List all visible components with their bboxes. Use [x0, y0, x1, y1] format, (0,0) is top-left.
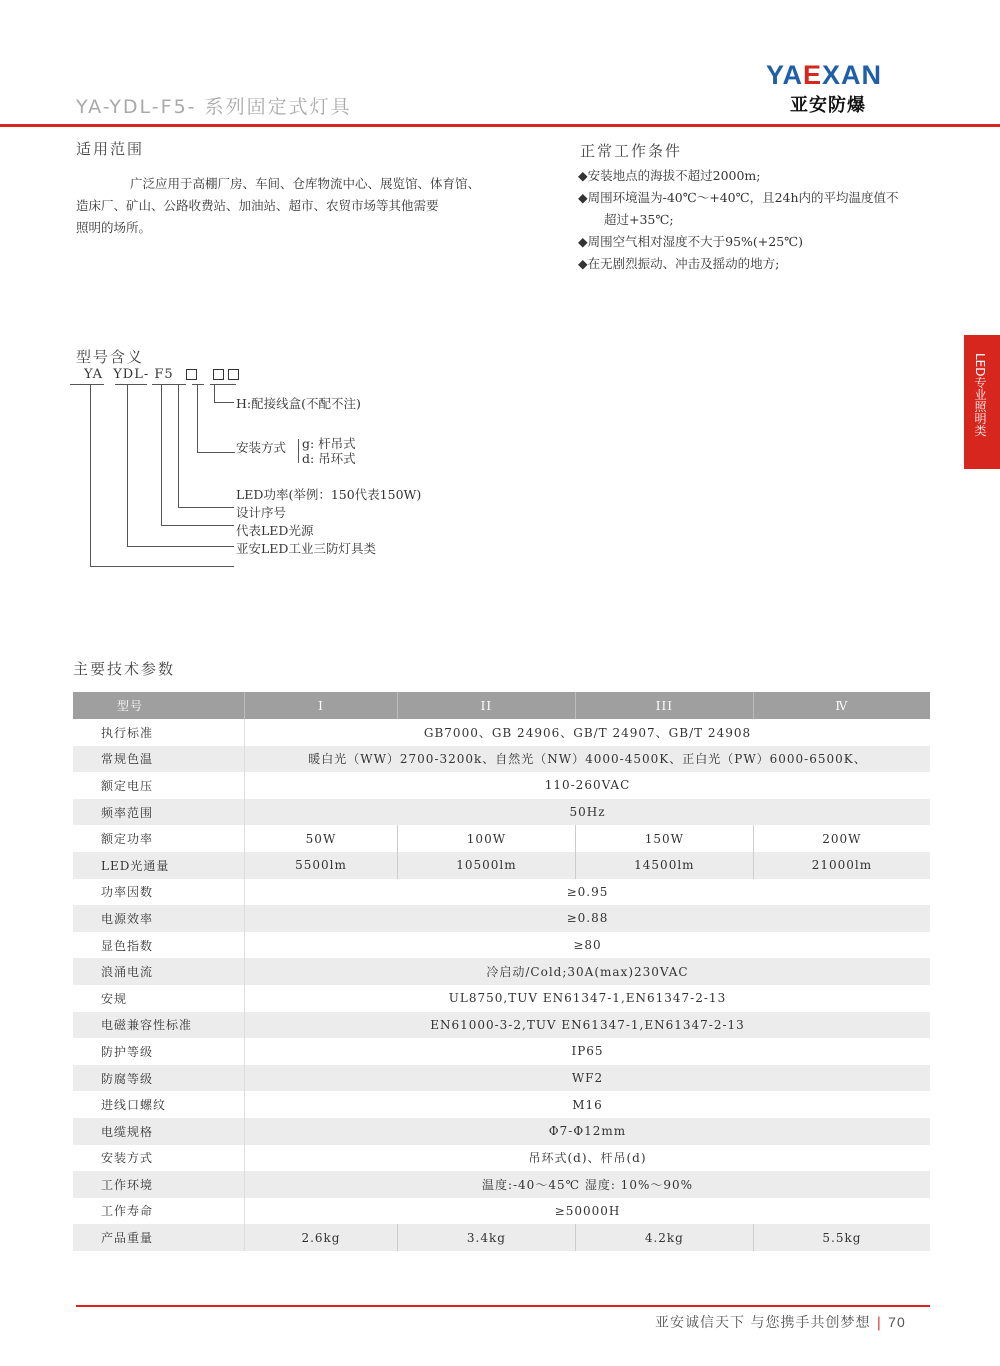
conditions-list — [578, 165, 899, 275]
code-box-icon — [186, 369, 197, 380]
label-junction-box: H:配接线盒(不配不注) — [236, 396, 361, 411]
param-name-cell: 工作寿命 — [101, 1204, 154, 1219]
scope-line: 造床厂、矿山、公路收费站、加油站、超市、农贸市场等其他需要 — [76, 198, 439, 213]
header-cell: 型号 — [73, 692, 245, 719]
conditions-heading: 正常工作条件 — [580, 142, 683, 160]
side-tab-label: LED专业照明类 — [973, 353, 987, 437]
param-value-cell: 5500lm — [245, 852, 398, 879]
table-header-row — [73, 692, 930, 719]
leader-line — [161, 384, 162, 525]
model-code-text: YA YDL- F5 — [84, 367, 174, 382]
param-value-cell: ≥80 — [245, 932, 931, 959]
table-row — [73, 852, 930, 879]
footer-separator: | — [876, 1315, 883, 1331]
table-row — [73, 985, 930, 1012]
page-title: YA-YDL-F5- 系列固定式灯具 — [76, 96, 352, 118]
param-value-cell: 200W — [753, 825, 930, 852]
param-value-cell: GB7000、GB 24906、GB/T 24907、GB/T 24908 — [245, 719, 931, 746]
leader-line — [214, 402, 234, 403]
param-value-cell: 10500lm — [397, 852, 575, 879]
table-row — [73, 746, 930, 773]
scope-line: 照明的场所。 — [76, 220, 152, 235]
table-row — [73, 799, 930, 826]
footer — [655, 1312, 906, 1332]
param-value-cell: Φ7-Φ12mm — [245, 1118, 931, 1145]
specs-table — [73, 692, 930, 1251]
code-box-icon — [228, 369, 239, 380]
code-underline — [192, 384, 204, 385]
param-name-cell: 安规 — [101, 991, 128, 1006]
param-name-cell: 进线口螺纹 — [101, 1098, 167, 1113]
code-underline — [152, 384, 186, 385]
header-divider — [0, 124, 1000, 127]
table-row — [73, 1224, 930, 1251]
param-value-cell: 冷启动/Cold;30A(max)230VAC — [245, 958, 931, 985]
logo-text-right: XAN — [822, 60, 883, 90]
label-led-source: 代表LED光源 — [236, 523, 314, 538]
scope-heading: 适用范围 — [76, 140, 145, 158]
table-row — [73, 1065, 930, 1092]
logo-text-mid: E — [803, 60, 823, 90]
logo-text-left: YA — [766, 60, 804, 90]
brand-logo-cn: 亚安防爆 — [790, 95, 866, 116]
table-row — [73, 1012, 930, 1039]
leader-line — [127, 384, 128, 546]
param-value-cell: 3.4kg — [397, 1224, 575, 1251]
param-value-cell: 2.6kg — [245, 1224, 398, 1251]
brand-logo — [766, 60, 882, 91]
table-row — [73, 1091, 930, 1118]
param-value-cell: WF2 — [245, 1065, 931, 1092]
condition-item: ◆在无剧烈振动、冲击及摇动的地方; — [578, 256, 780, 271]
param-value-cell: 50W — [245, 825, 398, 852]
param-value-cell: UL8750,TUV EN61347-1,EN61347-2-13 — [245, 985, 931, 1012]
param-value-cell: M16 — [245, 1091, 931, 1118]
label-install-g: g: 杆吊式 — [302, 436, 356, 451]
code-box-icon — [213, 369, 224, 380]
param-value-cell: 温度:-40～45℃ 湿度: 10%～90% — [245, 1171, 931, 1198]
leader-line — [161, 525, 234, 526]
header-cell: I — [245, 692, 398, 719]
header-cell: II — [397, 692, 575, 719]
leader-line — [127, 546, 234, 547]
page-number: 70 — [888, 1314, 906, 1330]
param-name-cell: 浪涌电流 — [73, 958, 245, 985]
param-value-cell: 21000lm — [753, 852, 930, 879]
param-name-cell: 安装方式 — [101, 1151, 154, 1166]
leader-line — [197, 384, 198, 452]
specs-table-body — [73, 719, 930, 1251]
table-row — [73, 905, 930, 932]
param-name-cell: 产品重量 — [73, 1224, 245, 1251]
param-value-cell: ≥0.88 — [245, 905, 931, 932]
specs-heading: 主要技术参数 — [73, 660, 176, 678]
scope-text — [76, 173, 480, 239]
param-value-cell: IP65 — [245, 1038, 931, 1065]
condition-item: ◆周围环境温为-40℃～+40℃，且24h内的平均温度值不 — [578, 190, 899, 205]
scope-line: 广泛应用于高棚厂房、车间、仓库物流中心、展览馆、体育馆、 — [130, 176, 481, 191]
param-value-cell: 14500lm — [575, 852, 753, 879]
param-name-cell: 显色指数 — [101, 938, 154, 953]
label-install-d: d: 吊环式 — [302, 451, 356, 466]
leader-line — [90, 566, 234, 567]
leader-line — [214, 384, 215, 402]
param-name-cell: 额定功率 — [101, 832, 154, 847]
param-value-cell: 150W — [575, 825, 753, 852]
table-row — [73, 1145, 930, 1172]
param-name-cell: 功率因数 — [101, 885, 154, 900]
table-row — [73, 1038, 930, 1065]
label-design-no: 设计序号 — [236, 505, 287, 520]
table-row — [73, 1171, 930, 1198]
label-led-power: LED功率(举例：150代表150W) — [236, 487, 422, 502]
table-row — [73, 772, 930, 799]
param-name-cell: 电源效率 — [73, 905, 245, 932]
table-row — [73, 879, 930, 906]
param-name-cell: LED光通量 — [73, 852, 245, 879]
param-name-cell: 频率范围 — [73, 799, 245, 826]
param-value-cell: 100W — [397, 825, 575, 852]
param-name-cell: 额定电压 — [101, 778, 154, 793]
leader-line — [197, 452, 235, 453]
param-value-cell: 暖白光（WW）2700-3200k、自然光（NW）4000-4500K、正白光（PW）6000-6500K、 — [245, 746, 931, 773]
table-row — [73, 932, 930, 959]
label-install-method: 安装方式 — [236, 440, 287, 455]
leader-line — [178, 384, 179, 507]
param-name-cell: 执行标准 — [101, 725, 154, 740]
code-underline — [70, 384, 104, 385]
leader-line — [178, 507, 234, 508]
leader-line — [90, 384, 91, 566]
param-value-cell: EN61000-3-2,TUV EN61347-1,EN61347-2-13 — [245, 1012, 931, 1039]
install-bracket — [298, 439, 299, 463]
param-value-cell: 4.2kg — [575, 1224, 753, 1251]
footer-divider — [76, 1305, 930, 1307]
footer-slogan: 亚安诚信天下 与您携手共创梦想 — [655, 1315, 871, 1331]
condition-item: ◆周围空气相对湿度不大于95%(+25℃) — [578, 234, 804, 249]
condition-item: 超过+35℃; — [604, 212, 674, 227]
condition-item: ◆安装地点的海拔不超过2000m; — [578, 168, 761, 183]
param-value-cell: 吊环式(d)、杆吊(d) — [245, 1145, 931, 1172]
code-underline — [115, 384, 147, 385]
table-row — [73, 719, 930, 746]
param-value-cell: 50Hz — [245, 799, 931, 826]
param-value-cell: ≥0.95 — [245, 879, 931, 906]
header-cell: III — [575, 692, 753, 719]
header-cell: Ⅳ — [753, 692, 930, 719]
param-name-cell: 工作环境 — [73, 1171, 245, 1198]
param-value-cell: ≥50000H — [245, 1198, 931, 1225]
param-value-cell: 5.5kg — [753, 1224, 930, 1251]
category-side-tab — [964, 335, 1000, 469]
param-name-cell: 防腐等级 — [73, 1065, 245, 1092]
table-row — [73, 1198, 930, 1225]
model-code — [84, 367, 239, 382]
param-name-cell: 防护等级 — [101, 1044, 154, 1059]
param-name-cell: 电缆规格 — [73, 1118, 245, 1145]
param-name-cell: 电磁兼容性标准 — [73, 1012, 245, 1039]
param-name-cell: 常规色温 — [73, 746, 245, 773]
param-value-cell: 110-260VAC — [245, 772, 931, 799]
table-row — [73, 1118, 930, 1145]
model-heading: 型号含义 — [76, 348, 145, 366]
table-row — [73, 958, 930, 985]
label-category: 亚安LED工业三防灯具类 — [236, 541, 376, 556]
table-row — [73, 825, 930, 852]
